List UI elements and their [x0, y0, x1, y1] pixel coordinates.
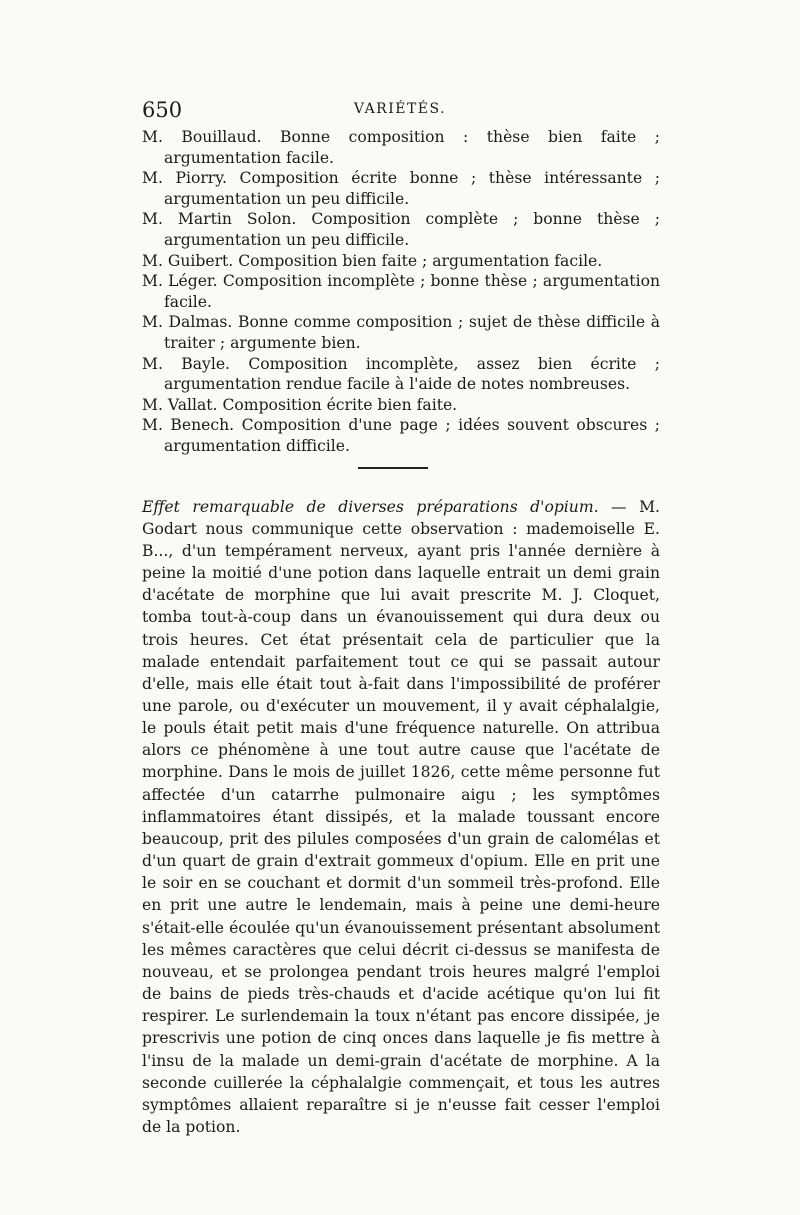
examiner-evaluation: Composition complète ; bonne thèse ; argumentation un peu difficile. [164, 210, 660, 249]
article-title: Effet remarquable de diverses préparations d'opium. [142, 497, 599, 516]
running-title: VARIÉTÉS. [353, 101, 447, 117]
list-item [142, 415, 660, 456]
examiner-name: M. Martin Solon. [142, 210, 297, 229]
examiner-evaluation: Composition écrite bonne ; thèse intéressante ; argumentation un peu difficile. [164, 169, 660, 208]
examiner-name: M. Dalmas. [142, 313, 233, 332]
examiner-evaluation: Composition d'une page ; idées souvent obscures ; argumentation difficile. [164, 416, 661, 455]
examiner-evaluation: Composition bien faite ; argumentation facile. [233, 251, 603, 270]
examiner-name: M. Piorry. [142, 169, 227, 188]
examiner-evaluation: Bonne composition : thèse bien faite ; argumentation facile. [164, 128, 660, 167]
examiner-name: M. Vallat. [142, 395, 218, 414]
examiner-name: M. Guibert. [142, 251, 234, 270]
list-item [142, 354, 660, 395]
list-item [142, 209, 660, 250]
page-header [142, 98, 658, 128]
page-number: 650 [142, 98, 183, 122]
section-divider [358, 467, 428, 469]
examiner-evaluation: Composition incomplète ; bonne thèse ; argumentation facile. [164, 272, 660, 311]
list-item [142, 312, 660, 353]
examiner-evaluation: Composition incomplète, assez bien écrite ; argumentation rendue facile à l'aide de notes nombreuses. [164, 354, 660, 394]
examiner-name: M. Bouillaud. [142, 128, 262, 146]
list-item [142, 127, 660, 168]
examiner-evaluation: Bonne comme composition ; sujet de thèse difficile à traiter ; argumente bien. [164, 313, 660, 352]
list-item [142, 395, 660, 416]
examiner-name: M. Bayle. [142, 354, 231, 373]
examiner-name: M. Léger. [142, 272, 218, 291]
article-body: — M. Godart nous communique cette observation : mademoiselle E. B..., d'un tempérament nerveux, ayant pris l'année dernière à peine la moitié d'une potion dans laquelle entrait un demi grain d'acétate de morphine que lui avait prescrite M. J. Cloquet, tomba tout-à-coup dans un évanouissement qui dura deux ou trois heures. Cet état présentait cela de particulier que la malade entendait parfaitement tout ce qui se passait autour d'elle, mais elle était tout à-fait dans l'impossibilité de proférer une parole, ou d'exécuter un mouvement, il y avait céphalalgie, le pouls était petit mais d'une fréquence naturelle. On attribua alors ce phénomène à une tout autre cause que l'acétate de morphine. Dans le mois de juillet 1826, cette même personne fut affectée d'un catarrhe pulmonaire aigu ; les symptômes inflammatoires étant dissipés, et la malade toussant encore beaucoup, prit des pilules composées d'un grain de calomélas et d'un quart de grain d'extrait gommeux d'opium. Elle en prit une le soir en se couchant et dormit d'un sommeil très-profond. Elle en prit une autre le lendemain, mais à peine une demi-heure s'était-elle écoulée qu'un évanouissement présentant absolument les mêmes caractères que celui décrit ci-dessus se manifesta de nouveau, et se prolongea pendant trois heures malgré l'emploi de bains de pieds très-chauds et d'acide acétique qu'on lui fit respirer. Le surlendemain la toux n'étant pas encore dissipée, je prescrivis une potion de cinq onces dans laquelle je fis mettre à l'insu de la malade un demi-grain d'acétate de morphine. A la seconde cuillerée la céphalalgie commençait, et tous les autres symptômes allaient reparaître si je n'eusse fait cesser l'emploi de la potion. [142, 497, 660, 1136]
list-item [142, 271, 660, 312]
examiner-name: M. Benech. [142, 416, 235, 435]
list-item [142, 251, 660, 272]
list-item [142, 168, 660, 209]
article-paragraph [142, 496, 660, 1139]
examiner-list [142, 127, 660, 457]
examiner-evaluation: Composition écrite bien faite. [217, 395, 458, 414]
